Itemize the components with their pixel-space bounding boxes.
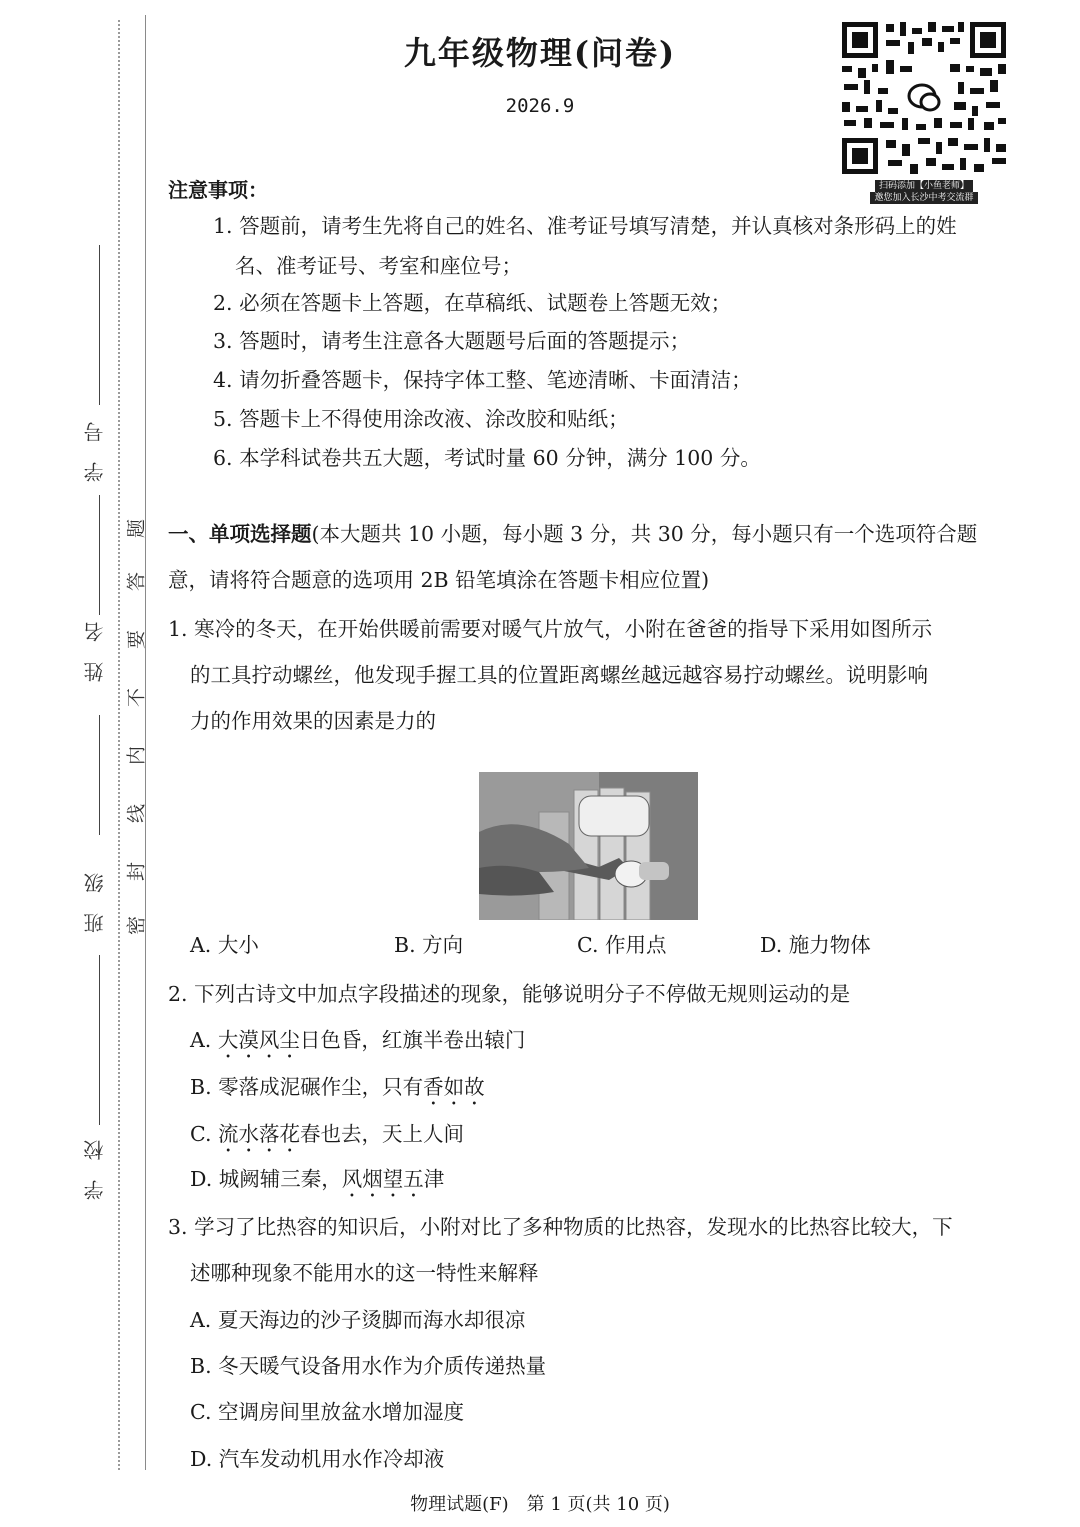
- qr-code-icon: [838, 18, 1010, 178]
- q2-option-a: [190, 1026, 525, 1063]
- question-1-stem: [168, 606, 1013, 744]
- seal-char: 封: [125, 862, 148, 882]
- q2d-rest: 津: [423, 1167, 445, 1191]
- q2-option-d: [190, 1165, 444, 1202]
- q2d-dotted: 风烟望五: [341, 1167, 424, 1191]
- seal-char: 题: [125, 519, 148, 539]
- seal-char: 不: [125, 688, 148, 708]
- notice-heading: 注意事项：: [168, 178, 268, 202]
- binding-dotted-line: [118, 20, 120, 1470]
- question-1-line: 的工具拧动螺丝，他发现手握工具的位置距离螺丝越远越容易拧动螺丝。说明影响: [190, 663, 928, 687]
- class-label: 班 级: [83, 873, 107, 933]
- section-1-header: [168, 520, 1013, 594]
- q2a-prefix: A.: [190, 1028, 218, 1052]
- q2a-rest: 日色昏，红旗半卷出辕门: [299, 1028, 526, 1052]
- q3-option-b: B. 冬天暖气设备用水作为介质传递热量: [190, 1354, 547, 1378]
- q2d-prefix: D. 城阙辅三秦，: [190, 1167, 342, 1191]
- qr-caption: [838, 180, 1010, 204]
- page-footer: 物理试题(F) 第 1 页(共 10 页): [410, 1494, 670, 1515]
- student-id-label: 学 号: [83, 422, 107, 482]
- student-id-fill-line: [99, 245, 100, 405]
- radiator-wrench-photo: [479, 772, 698, 920]
- seal-char: 线: [125, 804, 148, 824]
- q2c-rest: 春也去，天上人间: [300, 1122, 464, 1146]
- question-1-line: 力的作用效果的因素是力的: [190, 709, 436, 733]
- seal-char: 答: [125, 572, 148, 592]
- school-fill-line: [99, 955, 100, 1125]
- question-3-line: 3. 学习了比热容的知识后，小附对比了多种物质的比热容，发现水的比热容比较大，下: [168, 1215, 953, 1239]
- seal-char: 密: [125, 916, 148, 936]
- q1-option-a: A. 大小: [190, 933, 259, 957]
- notice-item: 1. 答题前，请考生先将自己的姓名、准考证号填写清楚，并认真核对条形码上的姓: [213, 214, 957, 238]
- section-1-title: 一、单项选择题: [168, 522, 312, 546]
- q2b-prefix: B. 零落成泥碾作尘，只有: [190, 1075, 424, 1099]
- qr-caption-line2: 邀您加入长沙中考交流群: [870, 192, 977, 204]
- question-3-line: 述哪种现象不能用水的这一特性来解释: [190, 1261, 539, 1285]
- question-2-stem: 2. 下列古诗文中加点字段描述的现象，能够说明分子不停做无规则运动的是: [168, 982, 851, 1006]
- q3-option-a: A. 夏天海边的沙子烫脚而海水却很凉: [190, 1308, 526, 1332]
- qr-code-block[interactable]: [838, 18, 1010, 208]
- notice-item: 2. 必须在答题卡上答题，在草稿纸、试题卷上答题无效；: [213, 291, 732, 315]
- q3-option-c: C. 空调房间里放盆水增加湿度: [190, 1400, 464, 1424]
- q2c-prefix: C.: [190, 1122, 218, 1146]
- seal-char: 内: [125, 746, 148, 766]
- q2a-dotted: 大漠风尘: [217, 1028, 300, 1052]
- notice-item: 5. 答题卡上不得使用涂改液、涂改胶和贴纸；: [213, 407, 629, 431]
- notice-item: 名、准考证号、考室和座位号；: [235, 254, 522, 278]
- q1-option-d: D. 施力物体: [760, 933, 871, 957]
- binding-seal-line: [145, 15, 146, 1470]
- question-1-line: 1. 寒冷的冬天，在开始供暖前需要对暖气片放气，小附在爸爸的指导下采用如图所示: [168, 617, 933, 641]
- notice-item: 6. 本学科试卷共五大题，考试时量 60 分钟，满分 100 分。: [213, 446, 761, 470]
- seal-char: 要: [125, 630, 148, 650]
- qr-caption-line1: 扫码添加【小鱼老师】: [875, 180, 973, 192]
- q3-option-d: D. 汽车发动机用水作冷却液: [190, 1447, 445, 1471]
- q1-option-c: C. 作用点: [577, 933, 667, 957]
- section-1-desc-2: 意，请将符合题意的选项用 2B 铅笔填涂在答题卡相应位置): [168, 568, 710, 592]
- notice-item: 4. 请勿折叠答题卡，保持字体工整、笔迹清晰、卡面清洁；: [213, 368, 752, 392]
- exam-date: 2026.9: [505, 95, 575, 117]
- q2b-dotted: 香如故: [423, 1075, 485, 1099]
- exam-title: 九年级物理(问卷): [403, 34, 677, 72]
- class-fill-line: [99, 715, 100, 835]
- q2-option-b: [190, 1073, 485, 1110]
- school-label: 学 校: [83, 1140, 107, 1200]
- q2-option-c: [190, 1120, 464, 1157]
- name-fill-line: [99, 495, 100, 615]
- q1-option-b: B. 方向: [394, 933, 464, 957]
- q2c-dotted: 流水落花: [218, 1122, 300, 1146]
- section-1-desc: (本大题共 10 小题，每小题 3 分，共 30 分，每小题只有一个选项符合题: [311, 522, 978, 546]
- notice-item: 3. 答题时，请考生注意各大题题号后面的答题提示；: [213, 329, 691, 353]
- name-label: 姓 名: [83, 622, 107, 682]
